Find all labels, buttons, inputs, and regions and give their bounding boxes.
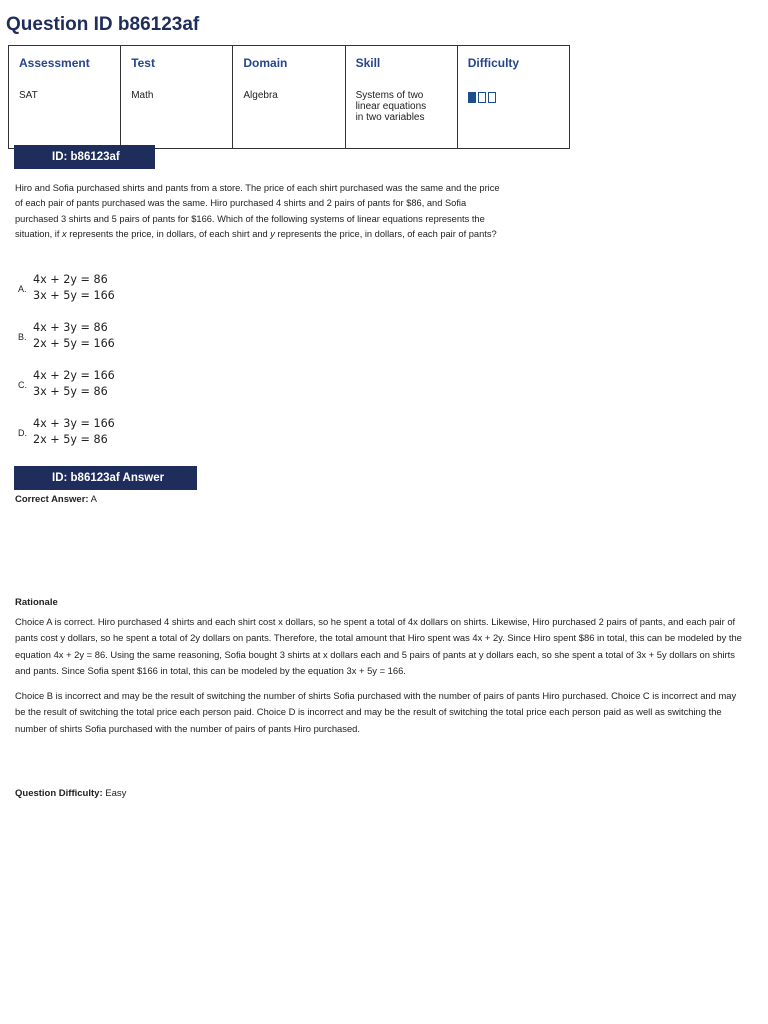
- rationale-paragraph-1: Choice A is correct. Hiro purchased 4 shirts and each shirt cost x dollars, so he spent a total of 4x dollars on shirts. Likewise, Hiro purchased 2 pairs of pants, and each pair of pants cost y dollars, so he spent a total of 2y dollars on pants. Therefore, the total amount that Hiro spent was 4x + 2y. Since Hiro spent $86 in total, this can be modeled by the equation 4x + 2y = 86. Using the same reasoning, Sofia bought 3 shirts at x dollars each and 5 pairs of pants at y dollars each, so she spent a total of 3x + 5y dollars on shirts and pants. Since Sofia spent $166 in total, this can be modeled by the equation 3x + 5y = 166.: [15, 616, 742, 677]
- question-meta-table: [8, 45, 570, 149]
- rationale-paragraph-2: Choice B is incorrect and may be the result of switching the number of shirts Sofia purchased with the number of pairs of pants Hiro purchased. Choice C is incorrect and may be the result of switching the total price each person paid. Choice D is incorrect and may be the result of switching the total price each person paid as well as switching the number of shirts Sofia purchased with the number of pairs of pants Hiro purchased.: [15, 690, 737, 734]
- header-difficulty: Difficulty: [457, 46, 569, 80]
- choice-equation-2: 2x + 5y = 166: [33, 337, 115, 350]
- meta-value-row: [9, 80, 570, 149]
- value-assessment: SAT: [9, 80, 121, 149]
- rationale-heading: Rationale: [15, 597, 58, 608]
- choice-equation-1: 4x + 2y = 86: [33, 273, 108, 286]
- difficulty-box-empty: [478, 92, 486, 103]
- stem-text-2: represents the price, in dollars, of each shirt and: [66, 229, 271, 240]
- question-difficulty: [15, 788, 126, 799]
- meta-header-row: [9, 46, 570, 80]
- value-domain: Algebra: [233, 80, 345, 149]
- header-assessment: Assessment: [9, 46, 121, 80]
- choice-equation-1: 4x + 3y = 86: [33, 321, 108, 334]
- choice-equation-2: 3x + 5y = 166: [33, 289, 115, 302]
- correct-answer: [15, 494, 97, 505]
- correct-answer-label: Correct Answer:: [15, 494, 89, 505]
- stem-var-x: x: [62, 229, 67, 240]
- choice-letter: C.: [18, 380, 27, 390]
- question-id-bar: ID: b86123af: [14, 145, 155, 169]
- value-test: Math: [121, 80, 233, 149]
- value-difficulty: [457, 80, 569, 149]
- question-difficulty-value: Easy: [102, 788, 127, 799]
- choice-letter: B.: [18, 332, 27, 342]
- stem-var-y: y: [270, 229, 275, 240]
- stem-text-3: represents the price, in dollars, of each pair of pants?: [274, 229, 497, 240]
- correct-answer-value: A: [88, 494, 98, 505]
- question-difficulty-label: Question Difficulty:: [15, 788, 103, 799]
- choice-letter: A.: [18, 284, 27, 294]
- choice-equation-1: 4x + 3y = 166: [33, 417, 115, 430]
- choice-letter: D.: [18, 428, 27, 438]
- stem-text-1: Hiro and Sofia purchased shirts and pants from a store. The price of each shirt purchased was the same and the price of each pair of pants purchased was the same. Hiro purchased 4 shirts and 2 pairs of pants for $86, and Sofia purchased 3 shirts and 5 pairs of pants for $166. Which of the following systems of linear equations represents the situation, if: [15, 183, 500, 240]
- answer-id-bar: ID: b86123af Answer: [14, 466, 197, 490]
- question-stem: [15, 181, 507, 243]
- difficulty-indicator: [468, 92, 496, 103]
- difficulty-box-empty: [488, 92, 496, 103]
- header-skill: Skill: [345, 46, 457, 80]
- header-domain: Domain: [233, 46, 345, 80]
- choice-equation-1: 4x + 2y = 166: [33, 369, 115, 382]
- choice-equation-2: 2x + 5y = 86: [33, 433, 108, 446]
- choice-equation-2: 3x + 5y = 86: [33, 385, 108, 398]
- difficulty-box-filled: [468, 92, 476, 103]
- page-title: Question ID b86123af: [6, 14, 200, 35]
- header-test: Test: [121, 46, 233, 80]
- value-skill: Systems of two linear equations in two variables: [345, 80, 457, 149]
